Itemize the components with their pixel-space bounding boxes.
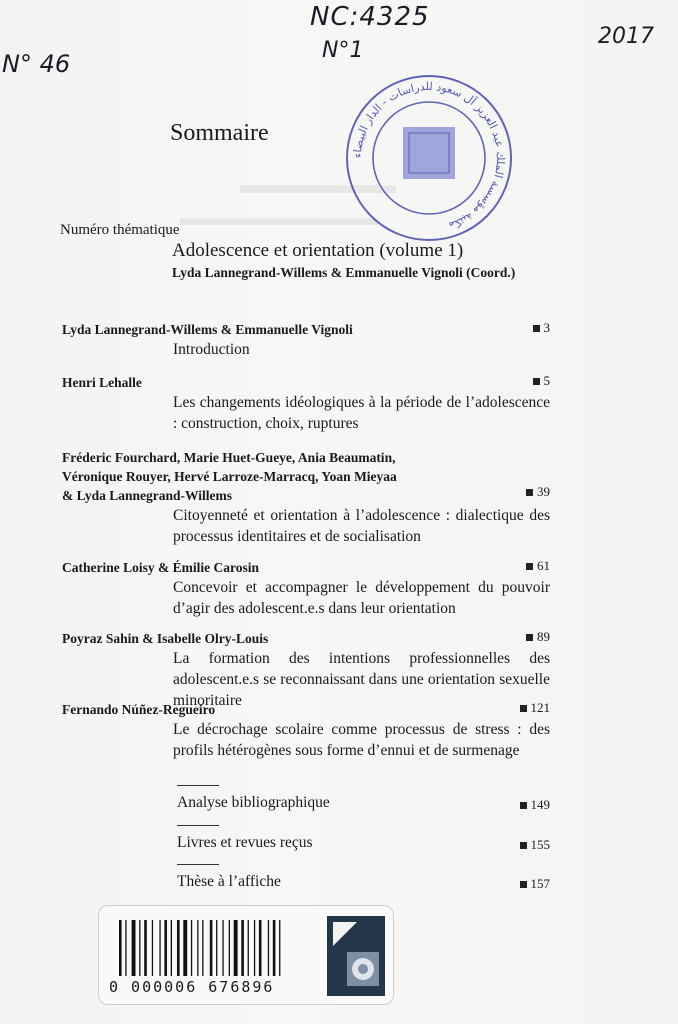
handwritten-reference: NC:4325 (310, 2, 430, 32)
toc-entry (62, 320, 550, 360)
entry-title: La formation des intentions professionnelles des adolescent.e.s se reconnaissant dans une orientation sexuelle minoritaire (173, 650, 550, 709)
barcode-icon (117, 920, 322, 976)
section-label: Analyse bibliographique (177, 794, 330, 811)
section-label: Thèse à l’affiche (177, 873, 281, 890)
entry-page (526, 558, 550, 574)
stamp-text: مكتبة مؤسسة الملك عبد العزيز آل سعود للدراسات - الدار البيضاء (350, 79, 508, 233)
barcode-bar (222, 920, 223, 976)
show-through-bleed: ▬▬▬▬▬▬ (240, 170, 396, 199)
theme-label: Numéro thématique (60, 222, 180, 238)
page-title: Sommaire (170, 120, 269, 146)
section-rule (177, 785, 219, 786)
section-page (520, 837, 551, 853)
entry-authors (62, 629, 550, 648)
entry-page (533, 320, 551, 336)
barcode-bar (119, 920, 122, 976)
section-entry (177, 785, 550, 812)
author-line: Lyda Lannegrand-Willems & Emmanuelle Vignoli (62, 322, 353, 337)
section-entry (177, 825, 550, 852)
toc-entry (62, 448, 550, 547)
theme-title: Adolescence et orientation (volume 1) (172, 240, 464, 261)
handwritten-left-number: N° 46 (2, 50, 71, 78)
barcode-bar (159, 920, 160, 976)
barcode-bar (164, 920, 167, 976)
toc-entry (62, 373, 550, 434)
barcode-bar (210, 920, 213, 976)
bullet-square-icon (533, 325, 540, 332)
entry-page (533, 373, 551, 389)
barcode-bar (183, 920, 187, 976)
entry-title: Les changements idéologiques à la période de l’adolescence : construction, choix, ruptures (173, 394, 550, 432)
section-rule (177, 825, 219, 826)
page-number: 121 (530, 700, 550, 715)
author-line: Fréderic Fourchard, Marie Huet-Gueye, Ania Beaumatin, (62, 450, 396, 465)
toc-entry (62, 629, 550, 711)
handwritten-year: 2017 (598, 24, 654, 49)
toc-entry (62, 700, 550, 761)
handwritten-number: N°1 (322, 38, 364, 63)
barcode-bar (171, 920, 172, 976)
barcode-bar (273, 920, 276, 976)
page-number: 155 (530, 837, 550, 852)
section-rule (177, 864, 219, 865)
bullet-square-icon (520, 802, 527, 809)
barcode-bar (259, 920, 262, 976)
bullet-square-icon (526, 563, 533, 570)
barcode-bar (229, 920, 230, 976)
page-number: 157 (530, 876, 550, 891)
bullet-square-icon (520, 842, 527, 849)
section-page (520, 797, 551, 813)
barcode-number: 0 000006 676896 (109, 978, 275, 996)
bullet-square-icon (520, 881, 527, 888)
entry-page (526, 629, 550, 645)
barcode-bar (202, 920, 203, 976)
barcode-bar (254, 920, 255, 976)
entry-title: Citoyenneté et orientation à l’adolescence : dialectique des processus identitaires et de socialisation (173, 507, 550, 545)
entry-authors (62, 448, 550, 505)
author-line: & Lyda Lannegrand-Willems (62, 488, 233, 503)
show-through-bleed: ▬▬▬▬▬▬▬▬▬ (180, 205, 378, 230)
entry-authors (62, 700, 550, 719)
entry-authors (62, 558, 550, 577)
author-line: Henri Lehalle (62, 375, 142, 390)
entry-title: Le décrochage scolaire comme processus de stress : des profils hétérogènes sous forme d’ennui et de surmenage (173, 721, 550, 759)
bullet-square-icon (526, 634, 533, 641)
barcode-bar (125, 920, 126, 976)
bullet-square-icon (520, 705, 527, 712)
barcode-bar (248, 920, 249, 976)
entry-page (520, 700, 551, 716)
barcode-bar (197, 920, 198, 976)
page-number: 89 (537, 629, 550, 644)
author-line: Catherine Loisy & Émilie Carosin (62, 560, 259, 575)
page-number: 149 (530, 797, 550, 812)
barcode-bar (279, 920, 280, 976)
page-number: 61 (537, 558, 550, 573)
bullet-square-icon (533, 378, 540, 385)
barcode-bar (132, 920, 136, 976)
entry-page (526, 484, 550, 500)
page-number: 3 (543, 320, 550, 335)
barcode-bar (191, 920, 192, 976)
author-line: Véronique Rouyer, Hervé Larroze-Marracq, Yoan Mieyaa (62, 469, 397, 484)
theme-coordinators: Lyda Lannegrand-Willems & Emmanuelle Vignoli (Coord.) (172, 265, 516, 280)
library-stamp-icon (343, 72, 515, 244)
barcode-bar (139, 920, 140, 976)
entry-authors (62, 373, 550, 392)
section-label: Livres et revues reçus (177, 834, 313, 851)
page-number: 39 (537, 484, 550, 499)
barcode-bar (144, 920, 147, 976)
entry-title: Concevoir et accompagner le développement du pouvoir d’agir des adolescent.e.s dans leur orientation (173, 579, 550, 617)
author-line: Poyraz Sahin & Isabelle Olry-Louis (62, 631, 269, 646)
bullet-square-icon (526, 489, 533, 496)
barcode-bar (268, 920, 269, 976)
entry-title: Introduction (173, 341, 250, 358)
toc-entry (62, 558, 550, 619)
barcode-bar (216, 920, 217, 976)
barcode-bar (152, 920, 153, 976)
author-line: Fernando Núñez-Regueiro (62, 702, 216, 717)
section-entry (177, 864, 550, 891)
barcode-bar (234, 920, 238, 976)
barcode-bar (177, 920, 180, 976)
section-page (520, 876, 551, 892)
page-number: 5 (543, 373, 550, 388)
barcode-label (98, 905, 394, 1005)
entry-authors (62, 320, 550, 339)
barcode-bar (241, 920, 244, 976)
library-logo-icon (327, 916, 385, 996)
